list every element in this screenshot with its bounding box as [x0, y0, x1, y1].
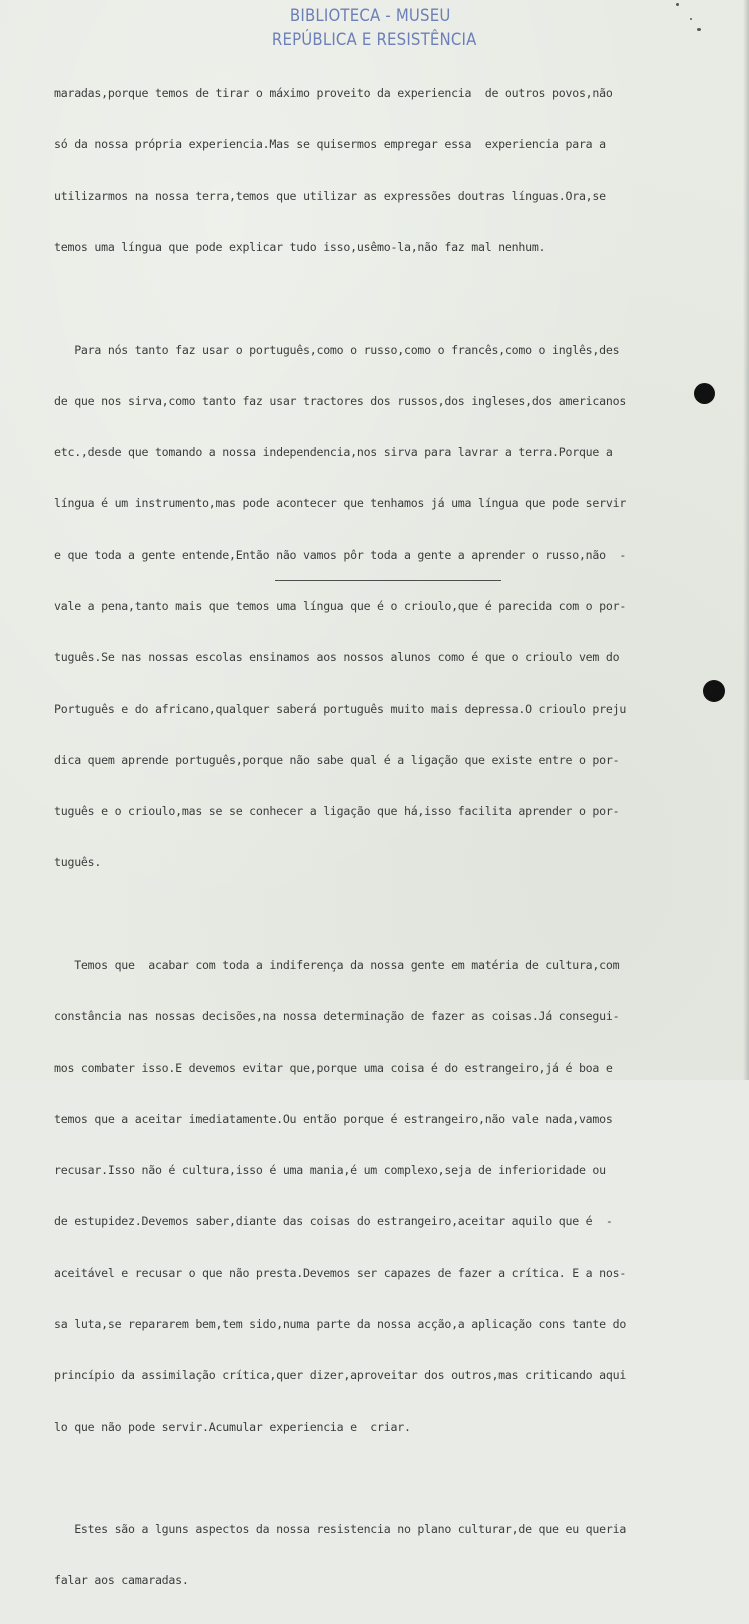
text-line: Temos que acabar com toda a indiferença da nossa gente em matéria de cultura,com	[54, 957, 620, 972]
text-line: sa luta,se repararem bem,tem sido,numa parte da nossa acção,a aplicação cons tante do	[54, 1316, 627, 1331]
text-line: tuguês.Se nas nossas escolas ensinamos aos nossos alunos como é que o crioulo vem do	[54, 650, 620, 665]
text-line: maradas,porque temos de tirar o máximo proveito da experiencia de outros povos,não	[54, 86, 613, 101]
text-line: vale a pena,tanto mais que temos uma língua que é o crioulo,que é parecida com o por-	[54, 599, 627, 613]
text-line: de estupidez.Devemos saber,diante das coisas do estrangeiro,aceitar aquilo que é -	[54, 1214, 613, 1229]
text-line: língua é um instrumento,mas pode acontecer que tenhamos já uma língua que pode servir	[54, 496, 627, 511]
text-line: tuguês.	[54, 855, 102, 870]
typewritten-text	[54, 51, 738, 1624]
text-line: Português e do africano,qualquer saberá português muito mais depressa.O crioulo preju	[54, 701, 627, 716]
text-line: utilizarmos na nossa terra,temos que utilizar as expressões doutras línguas.Ora,se	[54, 188, 606, 203]
paragraph-gap	[54, 290, 738, 307]
punch-hole	[694, 383, 715, 404]
closing-rule	[275, 580, 501, 581]
text-line: falar aos camaradas.	[54, 1573, 189, 1588]
punch-hole	[703, 680, 725, 702]
text-line: temos uma língua que pode explicar tudo isso,usêmo-la,não faz mal nenhum.	[54, 240, 546, 255]
text-line: e que toda a gente entende,Então não vamos pôr toda a gente a aprender o russo,não -	[54, 547, 627, 562]
ink-speck	[676, 3, 679, 6]
page-edge	[743, 0, 749, 1080]
text-line: princípio da assimilação crítica,quer dizer,aproveitar dos outros,mas criticando aqui	[54, 1368, 627, 1383]
text-line: recusar.Isso não é cultura,isso é uma mania,é um complexo,seja de inferioridade ou	[54, 1163, 606, 1178]
text-line: lo que não pode servir.Acumular experiencia e criar.	[54, 1419, 411, 1434]
text-line: só da nossa própria experiencia.Mas se quisermos empregar essa experiencia para a	[54, 137, 606, 152]
text-line: constância nas nossas decisões,na nossa determinação de fazer as coisas.Já consegui-	[54, 1009, 620, 1024]
archive-stamp-line-1: BIBLIOTECA - MUSEU	[289, 6, 451, 26]
text-line: de que nos sirva,como tanto faz usar tractores dos russos,dos ingleses,dos americanos	[54, 393, 627, 408]
paragraph-gap	[54, 1470, 738, 1487]
ink-speck	[690, 18, 692, 20]
text-line: aceitável e recusar o que não presta.Devemos ser capazes de fazer a crítica. E a nos-	[54, 1265, 627, 1280]
paragraph-gap	[54, 906, 738, 923]
ink-speck	[697, 28, 701, 31]
text-line: tuguês e o crioulo,mas se se conhecer a ligação que há,isso facilita aprender o por-	[54, 804, 620, 819]
archive-stamp-line-2: REPÚBLICA E RESISTÊNCIA	[271, 30, 477, 50]
text-line: mos combater isso.E devemos evitar que,porque uma coisa é do estrangeiro,já é boa e	[54, 1060, 613, 1075]
text-line: Estes são a lguns aspectos da nossa resistencia no plano culturar,de que eu queria	[54, 1522, 627, 1537]
text-line: etc.,desde que tomando a nossa independencia,nos sirva para lavrar a terra.Porque a	[54, 445, 613, 460]
text-line: Para nós tanto faz usar o português,como o russo,como o francês,como o inglês,des	[54, 342, 620, 357]
text-line: temos que a aceitar imediatamente.Ou então porque é estrangeiro,não vale nada,vamos	[54, 1111, 613, 1126]
text-line: dica quem aprende português,porque não sabe qual é a ligação que existe entre o por-	[54, 752, 620, 767]
